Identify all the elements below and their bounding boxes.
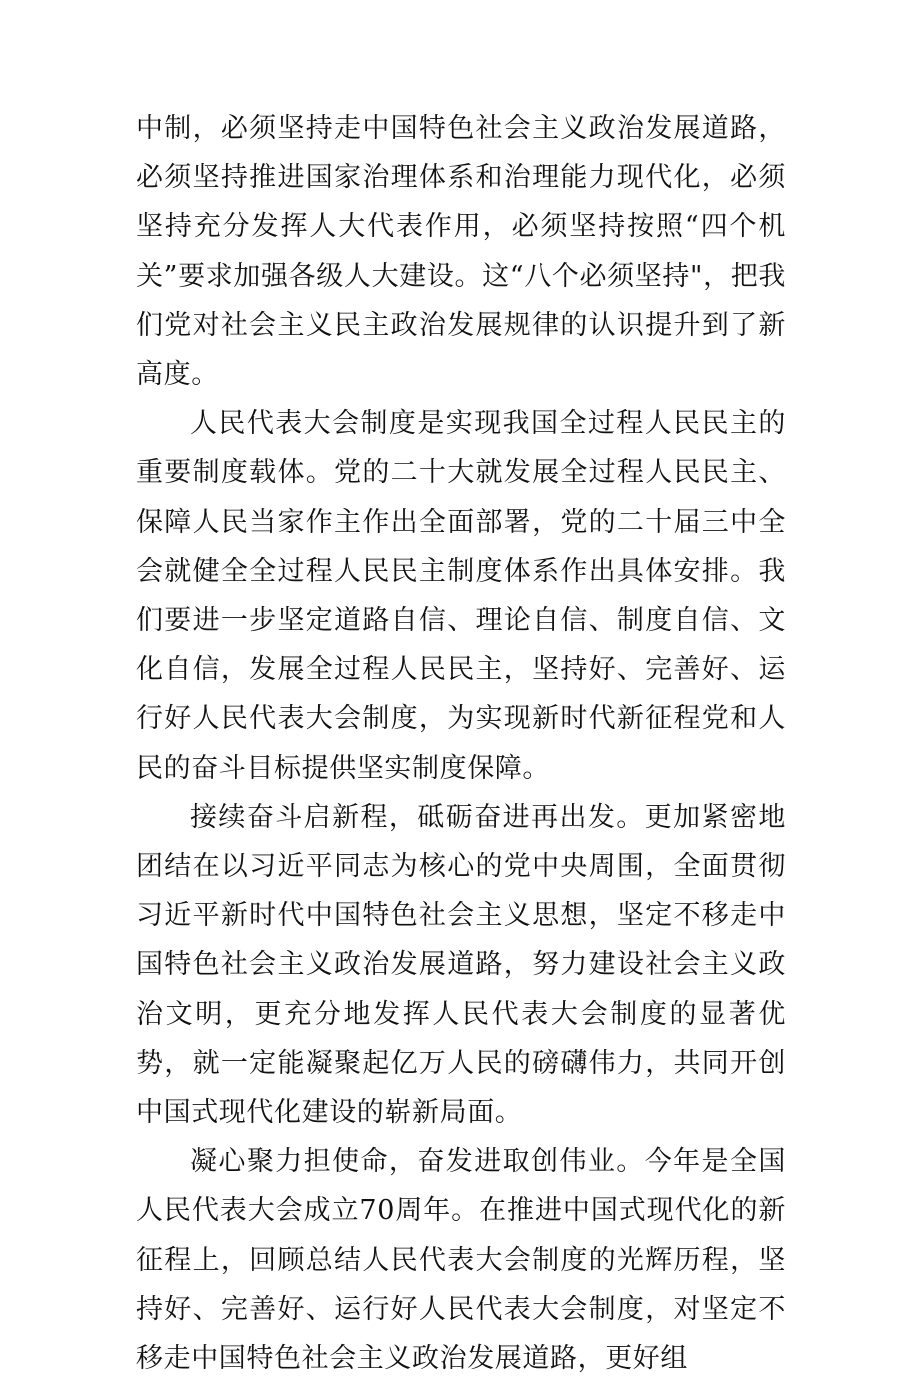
paragraph-4: 凝心聚力担使命，奋发进取创伟业。今年是全国人民代表大会成立70周年。在推进中国式现代化的新征程上，回顾总结人民代表大会制度的光辉历程，坚持好、完善好、运行好人民代表大会制度，对坚定不移走中国特色社会主义政治发展道路，更好组: [136, 1146, 786, 1375]
paragraph-3: 接续奋斗启新程，砥砺奋进再出发。更加紧密地团结在以习近平同志为核心的党中央周围，全面贯彻习近平新时代中国特色社会主义思想，坚定不移走中国特色社会主义政治发展道路，努力建设社会主义政治文明，更充分地发挥人民代表大会制度的显著优势，就一定能凝聚起亿万人民的磅礴伟力，共同开创中国式现代化建设的崭新局面。: [136, 801, 786, 1129]
paragraph-1: 中制，必须坚持走中国特色社会主义政治发展道路，必须坚持推进国家治理体系和治理能力现代化，必须坚持充分发挥人大代表作用，必须坚持按照“四个机关”要求加强各级人大建设。这“八个必须坚持"，把我们党对社会主义民主政治发展规律的认识提升到了新高度。: [136, 113, 786, 391]
paragraph-2: 人民代表大会制度是实现我国全过程人民民主的重要制度载体。党的二十大就发展全过程人民民主、保障人民当家作主作出全面部署，党的二十届三中全会就健全全过程人民民主制度体系作出具体安排。我们要进一步坚定道路自信、理论自信、制度自信、文化自信，发展全过程人民民主，坚持好、完善好、运行好人民代表大会制度，为实现新时代新征程党和人民的奋斗目标提供坚实制度保障。: [136, 408, 786, 784]
document-body: [136, 104, 786, 1383]
